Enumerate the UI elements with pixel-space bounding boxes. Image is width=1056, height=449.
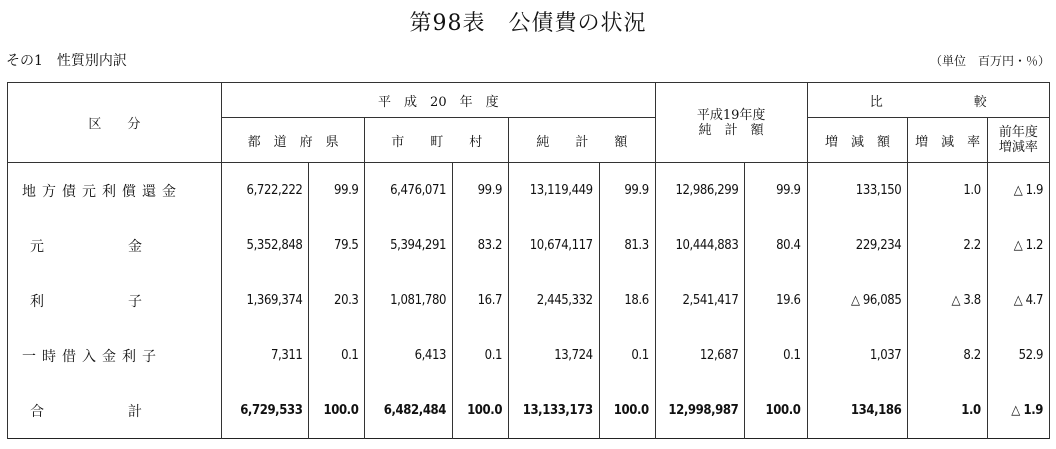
cell-shichouson-pct: 99.9: [453, 163, 509, 219]
debt-service-table: [7, 82, 1050, 439]
cell-shichouson-pct: 16.7: [453, 273, 509, 328]
header-zennendo: [987, 118, 1049, 163]
header-shichouson: 市 町 村: [365, 118, 509, 163]
header-zennendo-line1: 前年度: [998, 125, 1038, 140]
cell-todofuken-pct: 20.3: [309, 273, 365, 328]
header-hikaku: 比 較: [807, 83, 1049, 118]
cell-h19-pct: 100.0: [745, 383, 807, 439]
cell-zougenritsu: 1.0: [908, 163, 987, 219]
cell-shichouson-pct: 0.1: [453, 328, 509, 383]
unit-note: （単位 百万円・％）: [929, 54, 1050, 68]
table-row: [8, 163, 1050, 219]
header-h20: 平 成 20 年 度: [221, 83, 655, 118]
cell-zougengaku: 229,234: [807, 218, 908, 273]
cell-h19: 10,444,883: [655, 218, 745, 273]
table-row: [8, 273, 1050, 328]
cell-shichouson-pct: 100.0: [453, 383, 509, 439]
header-h19-line1: 平成19年度: [696, 107, 766, 123]
cell-junkei-pct: 81.3: [599, 218, 655, 273]
header-h19: [655, 83, 807, 163]
cell-todofuken: 5,352,848: [221, 218, 309, 273]
cell-junkei: 13,724: [509, 328, 600, 383]
cell-zennendo: △ 1.2: [987, 218, 1049, 273]
header-h19-line2: 純 計 額: [698, 122, 764, 138]
cell-h19: 12,986,299: [655, 163, 745, 219]
cell-todofuken-pct: 0.1: [309, 328, 365, 383]
header-kubun: 区 分: [8, 83, 222, 163]
header-junkei: 純 計 額: [509, 118, 656, 163]
header-todofuken: 都 道 府 県: [221, 118, 365, 163]
cell-zougenritsu: 1.0: [908, 383, 987, 439]
cell-shichouson: 1,081,780: [365, 273, 453, 328]
cell-junkei-pct: 99.9: [599, 163, 655, 219]
cell-zougenritsu: △ 3.8: [908, 273, 987, 328]
cell-zennendo: △ 1.9: [987, 163, 1049, 219]
cell-zennendo: △ 1.9: [987, 383, 1049, 439]
cell-todofuken: 1,369,374: [221, 273, 309, 328]
cell-zougenritsu: 8.2: [908, 328, 987, 383]
cell-junkei-pct: 0.1: [599, 328, 655, 383]
cell-zougengaku: △ 96,085: [807, 273, 908, 328]
cell-shichouson: 6,482,484: [365, 383, 453, 439]
table-row: [8, 218, 1050, 273]
cell-todofuken-pct: 100.0: [309, 383, 365, 439]
cell-junkei: 2,445,332: [509, 273, 600, 328]
row-label: 元 金: [8, 218, 222, 273]
cell-junkei: 13,119,449: [509, 163, 600, 219]
header-row-1: [8, 83, 1050, 118]
cell-shichouson: 5,394,291: [365, 218, 453, 273]
cell-h19: 2,541,417: [655, 273, 745, 328]
cell-todofuken: 7,311: [221, 328, 309, 383]
cell-h19-pct: 80.4: [745, 218, 807, 273]
cell-zougengaku: 133,150: [807, 163, 908, 219]
cell-zennendo: △ 4.7: [987, 273, 1049, 328]
cell-h19-pct: 0.1: [745, 328, 807, 383]
cell-junkei: 13,133,173: [509, 383, 600, 439]
cell-h19-pct: 19.6: [745, 273, 807, 328]
page-title: 第98表 公債費の状況: [409, 11, 647, 36]
cell-junkei: 10,674,117: [509, 218, 600, 273]
cell-zougengaku: 134,186: [807, 383, 908, 439]
row-label: 合 計: [8, 383, 222, 439]
table-subtitle: その1 性質別内訳: [6, 53, 127, 69]
cell-todofuken: 6,729,533: [221, 383, 309, 439]
cell-zougenritsu: 2.2: [908, 218, 987, 273]
header-zennendo-line2: 増減率: [998, 140, 1038, 155]
cell-todofuken: 6,722,222: [221, 163, 309, 219]
cell-junkei-pct: 100.0: [599, 383, 655, 439]
cell-shichouson: 6,476,071: [365, 163, 453, 219]
row-label: 一時借入金利子: [8, 328, 222, 383]
cell-todofuken-pct: 99.9: [309, 163, 365, 219]
header-zougenritsu: 増 減 率: [908, 118, 987, 163]
cell-shichouson: 6,413: [365, 328, 453, 383]
cell-junkei-pct: 18.6: [599, 273, 655, 328]
row-label: 地方債元利償還金: [8, 163, 222, 219]
cell-h19-pct: 99.9: [745, 163, 807, 219]
header-zougengaku: 増 減 額: [807, 118, 908, 163]
cell-zennendo: 52.9: [987, 328, 1049, 383]
row-label: 利 子: [8, 273, 222, 328]
cell-todofuken-pct: 79.5: [309, 218, 365, 273]
cell-h19: 12,687: [655, 328, 745, 383]
cell-shichouson-pct: 83.2: [453, 218, 509, 273]
cell-h19: 12,998,987: [655, 383, 745, 439]
cell-zougengaku: 1,037: [807, 328, 908, 383]
table-row-total: [8, 383, 1050, 439]
table-row: [8, 328, 1050, 383]
